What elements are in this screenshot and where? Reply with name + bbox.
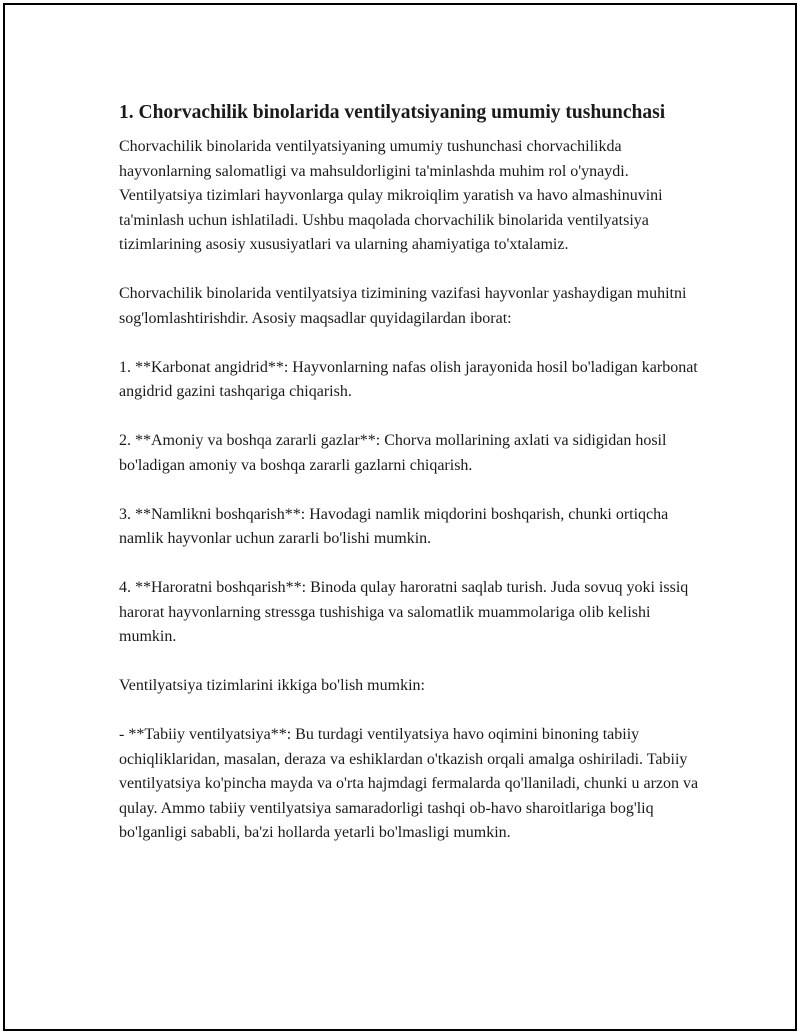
section-heading: 1. Chorvachilik binolarida ventilyatsiyaning umumiy tushunchasi bbox=[119, 102, 666, 123]
list-item-ammonia: 2. **Amoniy va boshqa zararli gazlar**: Chorva mollarining axlati va sidigidan hosil bo'ladigan amoniy va boshqa zararli gazlarni chiqarish. bbox=[119, 432, 667, 474]
list-item-temperature: 4. **Haroratni boshqarish**: Binoda qulay haroratni saqlab turish. Juda sovuq yoki issiq harorat hayvonlarning stressga tushishiga va salomatlik muammolariga olib kelishi mumkin. bbox=[119, 579, 689, 645]
purpose-paragraph: Chorvachilik binolarida ventilyatsiya tizimining vazifasi hayvonlar yashaydigan muhitni sog'lomlashtirishdir. Asosiy maqsadlar quyidagilardan iborat: bbox=[119, 285, 687, 327]
list-item-humidity: 3. **Namlikni boshqarish**: Havodagi namlik miqdorini boshqarish, chunki ortiqcha namlik hayvonlar uchun zararli bo'lishi mumkin. bbox=[119, 505, 669, 547]
document-body bbox=[119, 99, 709, 846]
page-frame bbox=[3, 3, 797, 1031]
intro-paragraph: Chorvachilik binolarida ventilyatsiyaning umumiy tushunchasi chorvachilikda hayvonlarning salomatligi va mahsuldorligini ta'minlashda muhim rol o'ynaydi. Ventilyatsiya tizimlari hayvonlarga qulay mikroiqlim yaratish va havo almashinuvini ta'minlash uchun ishlatiladi. Ushbu maqolada chorvachilik binolarida ventilyatsiya tizimlarining asosiy xususiyatlari va ularning ahamiyatiga to'xtalamiz. bbox=[119, 138, 663, 253]
types-intro-paragraph: Ventilyatsiya tizimlarini ikkiga bo'lish mumkin: bbox=[119, 677, 425, 694]
natural-ventilation-paragraph: - **Tabiiy ventilyatsiya**: Bu turdagi ventilyatsiya havo oqimini binoning tabiiy ochiqliklaridan, masalan, deraza va eshiklardan o'tkazish orqali amalga oshiriladi. Tabiiy ventilyatsiya ko'pincha mayda va o'rta hajmdagi fermalarda qo'llaniladi, chunki u arzon va qulay. Ammo tabiiy ventilyatsiya samaradorligi tashqi ob-havo sharoitlariga bog'liq bo'lganligi sababli, ba'zi hollarda yetarli bo'lmasligi mumkin. bbox=[119, 726, 699, 841]
list-item-carbon-dioxide: 1. **Karbonat angidrid**: Hayvonlarning nafas olish jarayonida hosil bo'ladigan karbonat angidrid gazini tashqariga chiqarish. bbox=[119, 358, 698, 400]
